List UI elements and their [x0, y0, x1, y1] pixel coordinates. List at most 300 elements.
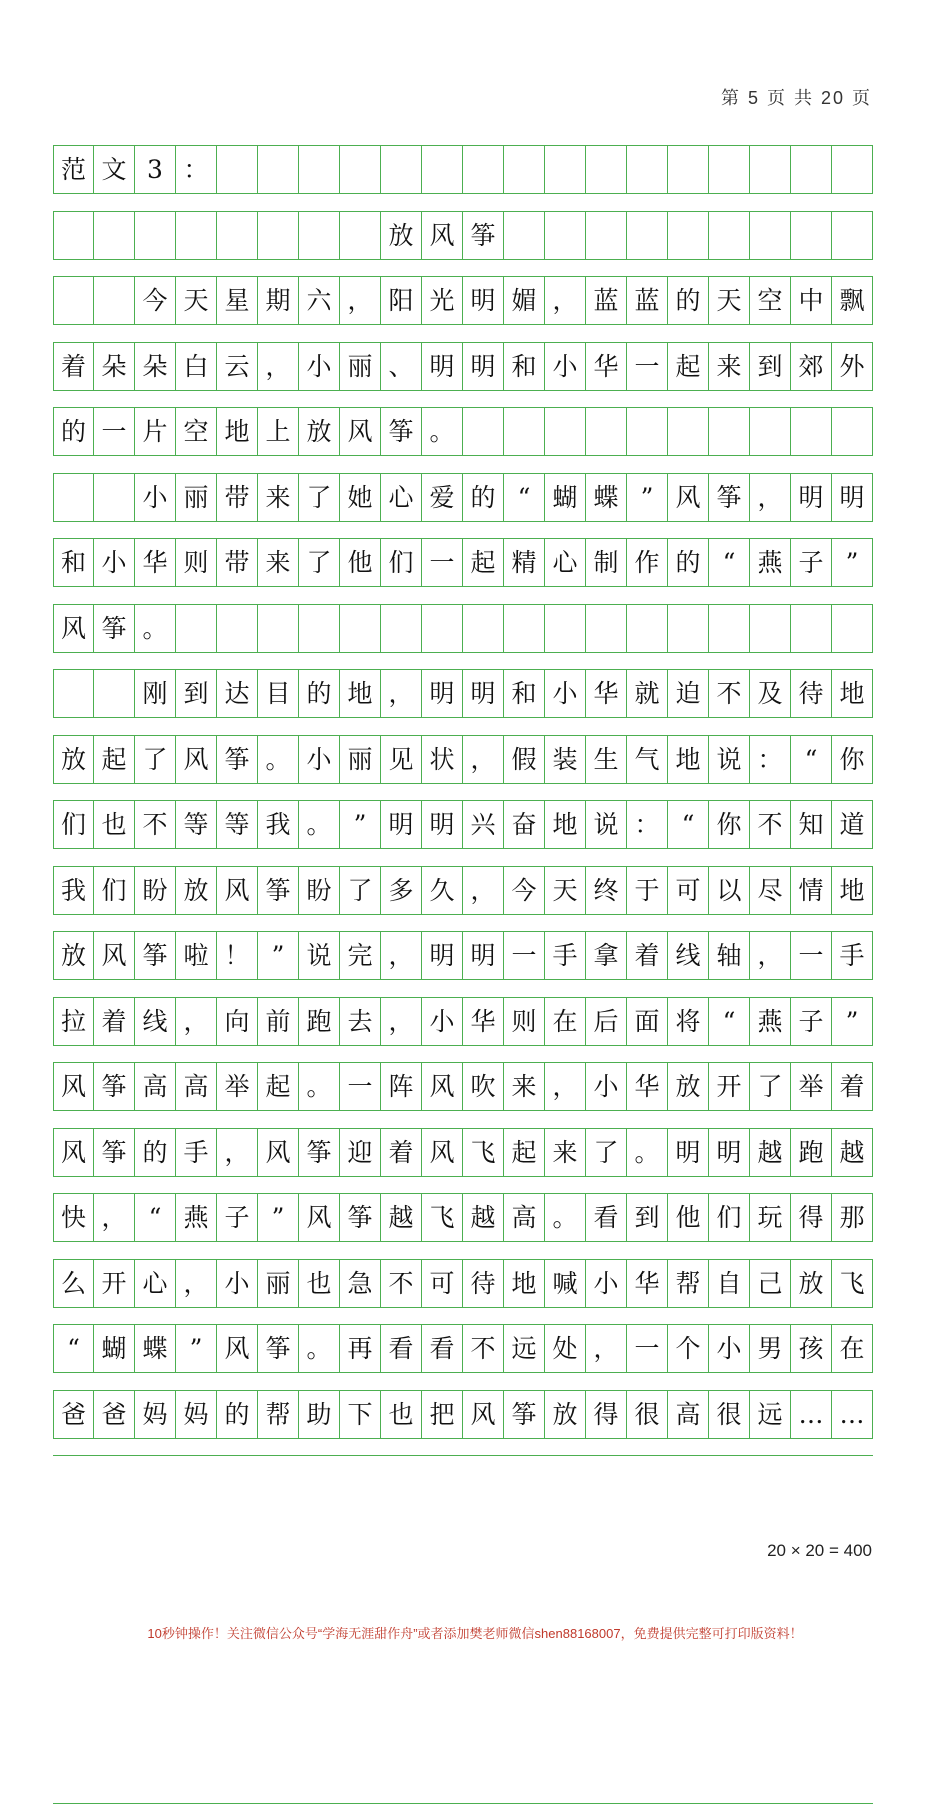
grid-cell: 男 — [750, 1325, 791, 1372]
grid-cell: 明 — [463, 932, 504, 979]
grid-cell: 到 — [176, 670, 217, 717]
grid-cell: 制 — [586, 539, 627, 586]
grid-cell: 手 — [832, 932, 873, 979]
grid-cell: 装 — [545, 736, 586, 783]
grid-cell: 风 — [53, 605, 94, 652]
grid-cell: 放 — [668, 1063, 709, 1110]
grid-cell — [176, 605, 217, 652]
grid-cell: 将 — [668, 998, 709, 1045]
row-gap — [53, 783, 873, 802]
grid-cell: 也 — [94, 801, 135, 848]
grid-cell: 的 — [668, 539, 709, 586]
row-gap — [53, 1176, 873, 1195]
grid-row — [53, 800, 873, 866]
grid-cell — [53, 212, 94, 259]
grid-cell: 待 — [791, 670, 832, 717]
grid-cell — [53, 277, 94, 324]
grid-cell: 地 — [832, 670, 873, 717]
grid-cell: 一 — [791, 932, 832, 979]
grid-cell: 自 — [709, 1260, 750, 1307]
grid-cell — [545, 605, 586, 652]
grid-cell: 今 — [504, 867, 545, 914]
grid-cell: 起 — [463, 539, 504, 586]
grid-cell: 开 — [709, 1063, 750, 1110]
grid-cell: 久 — [422, 867, 463, 914]
grid-cell: 地 — [217, 408, 258, 455]
grid-cell: 知 — [791, 801, 832, 848]
grid-cell — [217, 146, 258, 193]
grid-cell — [504, 212, 545, 259]
grid-cell: 燕 — [176, 1194, 217, 1241]
grid-cell: 光 — [422, 277, 463, 324]
grid-cell: 心 — [135, 1260, 176, 1307]
grid-row — [53, 145, 873, 211]
grid-cell: 则 — [504, 998, 545, 1045]
grid-cell: 下 — [340, 1391, 381, 1438]
grid-row — [53, 276, 873, 342]
grid-cell: 那 — [832, 1194, 873, 1241]
grid-row — [53, 473, 873, 539]
grid-cell: 了 — [299, 539, 340, 586]
grid-cell: ， — [176, 998, 217, 1045]
grid-cell: 天 — [176, 277, 217, 324]
grid-cell: 明 — [381, 801, 422, 848]
row-gap — [53, 914, 873, 933]
grid-cell — [750, 212, 791, 259]
grid-cell: 明 — [463, 343, 504, 390]
grid-cell: 也 — [299, 1260, 340, 1307]
grid-cell: 朵 — [135, 343, 176, 390]
grid-cell: 明 — [791, 474, 832, 521]
grid-cell: “ — [709, 998, 750, 1045]
grid-cell: 一 — [94, 408, 135, 455]
grid-cell: 放 — [53, 736, 94, 783]
grid-cell: ， — [586, 1325, 627, 1372]
grid-cell: 看 — [586, 1194, 627, 1241]
grid-cell: 个 — [668, 1325, 709, 1372]
grid-cell: 子 — [791, 539, 832, 586]
grid-cell — [750, 408, 791, 455]
row-gap — [53, 455, 873, 474]
grid-row — [53, 538, 873, 604]
grid-cell — [340, 605, 381, 652]
grid-cell: 小 — [586, 1063, 627, 1110]
grid-cell: 着 — [94, 998, 135, 1045]
grid-cell: 筝 — [299, 1129, 340, 1176]
grid-cell — [217, 605, 258, 652]
grid-cell — [299, 146, 340, 193]
grid-cell: … — [832, 1391, 873, 1438]
grid-cell: 远 — [750, 1391, 791, 1438]
grid-row — [53, 211, 873, 277]
grid-row — [53, 669, 873, 735]
grid-cell: ” — [832, 539, 873, 586]
grid-cell: 明 — [668, 1129, 709, 1176]
grid-cell — [217, 212, 258, 259]
grid-cell: 来 — [545, 1129, 586, 1176]
grid-cell: 明 — [832, 474, 873, 521]
grid-cell: 面 — [627, 998, 668, 1045]
grid-cell: 明 — [709, 1129, 750, 1176]
grid-cell: 蓝 — [586, 277, 627, 324]
grid-cell: 得 — [791, 1194, 832, 1241]
grid-cell: ， — [258, 343, 299, 390]
composition-grid — [53, 145, 873, 1804]
row-gap — [53, 1307, 873, 1326]
grid-cell: 说 — [299, 932, 340, 979]
grid-cell: 六 — [299, 277, 340, 324]
grid-cell: 筝 — [135, 932, 176, 979]
grid-cell: 飞 — [832, 1260, 873, 1307]
grid-cell: 阵 — [381, 1063, 422, 1110]
grid-cell — [709, 605, 750, 652]
grid-cell: 拿 — [586, 932, 627, 979]
grid-cell: 带 — [217, 474, 258, 521]
grid-cell: 了 — [586, 1129, 627, 1176]
grid-cell: 华 — [586, 670, 627, 717]
grid-cell: 们 — [53, 801, 94, 848]
grid-cell: 前 — [258, 998, 299, 1045]
grid-cell: 再 — [340, 1325, 381, 1372]
grid-cell: “ — [504, 474, 545, 521]
grid-cell: 刚 — [135, 670, 176, 717]
grid-cell: 小 — [217, 1260, 258, 1307]
grid-cell — [258, 212, 299, 259]
title-char: 筝 — [463, 212, 504, 259]
grid-cell — [832, 146, 873, 193]
grid-cell: 气 — [627, 736, 668, 783]
grid-cell: 着 — [832, 1063, 873, 1110]
grid-cell: 风 — [422, 1129, 463, 1176]
grid-row — [53, 866, 873, 932]
grid-cell: 筝 — [258, 867, 299, 914]
grid-cell — [750, 605, 791, 652]
grid-cell: 迎 — [340, 1129, 381, 1176]
grid-cell: ” — [176, 1325, 217, 1372]
grid-cell: ， — [381, 932, 422, 979]
grid-cell: 朵 — [94, 343, 135, 390]
grid-cell: 妈 — [135, 1391, 176, 1438]
grid-cell: 越 — [381, 1194, 422, 1241]
grid-cell: 可 — [422, 1260, 463, 1307]
grid-cell: 轴 — [709, 932, 750, 979]
grid-cell: 说 — [709, 736, 750, 783]
grid-cell: ！ — [217, 932, 258, 979]
grid-cell: 子 — [791, 998, 832, 1045]
grid-cell: 多 — [381, 867, 422, 914]
grid-cell: 明 — [463, 277, 504, 324]
grid-cell: 天 — [545, 867, 586, 914]
grid-cell: 和 — [504, 343, 545, 390]
grid-cell: ” — [340, 801, 381, 848]
grid-cell: 华 — [135, 539, 176, 586]
grid-cell: 假 — [504, 736, 545, 783]
grid-cell: 小 — [422, 998, 463, 1045]
grid-cell: 。 — [627, 1129, 668, 1176]
grid-cell: 蝶 — [135, 1325, 176, 1372]
grid-row — [53, 997, 873, 1063]
grid-cell: 们 — [709, 1194, 750, 1241]
grid-row — [53, 1062, 873, 1128]
row-gap — [53, 848, 873, 867]
grid-cell — [668, 212, 709, 259]
grid-cell: ， — [463, 867, 504, 914]
grid-cell — [463, 408, 504, 455]
grid-cell: 一 — [627, 1325, 668, 1372]
grid-cell — [791, 408, 832, 455]
grid-cell: 小 — [709, 1325, 750, 1372]
grid-cell: “ — [53, 1325, 94, 1372]
grid-cell: 处 — [545, 1325, 586, 1372]
grid-cell: 风 — [217, 1325, 258, 1372]
grid-cell: ， — [217, 1129, 258, 1176]
grid-cell: 很 — [709, 1391, 750, 1438]
grid-cell: ， — [381, 998, 422, 1045]
grid-cell: 小 — [299, 343, 340, 390]
grid-cell: 拉 — [53, 998, 94, 1045]
grid-cell: 起 — [504, 1129, 545, 1176]
grid-cell: 看 — [381, 1325, 422, 1372]
grid-cell: 地 — [668, 736, 709, 783]
grid-cell: 着 — [53, 343, 94, 390]
grid-count: 20 × 20 = 400 — [767, 1541, 872, 1560]
grid-cell: 和 — [53, 539, 94, 586]
grid-cell: 风 — [258, 1129, 299, 1176]
grid-cell: 开 — [94, 1260, 135, 1307]
grid-row — [53, 735, 873, 801]
grid-cell: 不 — [381, 1260, 422, 1307]
grid-cell: 去 — [340, 998, 381, 1045]
grid-row — [53, 1324, 873, 1390]
grid-row — [53, 407, 873, 473]
grid-cell — [791, 212, 832, 259]
grid-cell: 孩 — [791, 1325, 832, 1372]
grid-cell: 。 — [135, 605, 176, 652]
grid-cell: 了 — [135, 736, 176, 783]
grid-cell — [422, 146, 463, 193]
grid-cell: “ — [791, 736, 832, 783]
grid-cell: 完 — [340, 932, 381, 979]
grid-cell — [94, 474, 135, 521]
grid-cell: 空 — [176, 408, 217, 455]
row-gap — [53, 259, 873, 278]
grid-cell — [668, 408, 709, 455]
grid-cell: 状 — [422, 736, 463, 783]
grid-cell: 你 — [832, 736, 873, 783]
grid-cell: 放 — [545, 1391, 586, 1438]
grid-cell: 一 — [422, 539, 463, 586]
row-gap — [53, 1241, 873, 1260]
grid-cell: 起 — [668, 343, 709, 390]
row-gap — [53, 586, 873, 605]
grid-cell: ， — [463, 736, 504, 783]
grid-cell: 跑 — [299, 998, 340, 1045]
grid-cell: 星 — [217, 277, 258, 324]
grid-cell: 蝴 — [545, 474, 586, 521]
grid-cell: 道 — [832, 801, 873, 848]
footer-promo: 10秒钟操作！关注微信公众号“学海无涯甜作舟”或者添加樊老师微信shen88168007，免费提供完整可打印版资料！ — [147, 1626, 803, 1641]
grid-cell — [545, 408, 586, 455]
grid-cell: 筝 — [504, 1391, 545, 1438]
grid-cell: 片 — [135, 408, 176, 455]
grid-row — [53, 931, 873, 997]
grid-cell: 很 — [627, 1391, 668, 1438]
grid-cell: 蝶 — [586, 474, 627, 521]
grid-cell: 一 — [504, 932, 545, 979]
grid-cell: ， — [381, 670, 422, 717]
grid-cell: 风 — [53, 1129, 94, 1176]
grid-cell: 在 — [545, 998, 586, 1045]
grid-cell: 他 — [668, 1194, 709, 1241]
grid-cell: 就 — [627, 670, 668, 717]
grid-cell — [381, 146, 422, 193]
row-gap — [53, 324, 873, 343]
grid-cell — [791, 605, 832, 652]
grid-cell: 中 — [791, 277, 832, 324]
grid-cell: ： — [176, 146, 217, 193]
grid-cell: 。 — [299, 1325, 340, 1372]
grid-cell: 地 — [832, 867, 873, 914]
grid-cell — [504, 146, 545, 193]
grid-cell — [709, 146, 750, 193]
grid-cell — [504, 605, 545, 652]
grid-cell: 的 — [299, 670, 340, 717]
title-char: 放 — [381, 212, 422, 259]
grid-cell: 你 — [709, 801, 750, 848]
grid-cell: 不 — [709, 670, 750, 717]
grid-cell: 丽 — [176, 474, 217, 521]
grid-cell: 精 — [504, 539, 545, 586]
grid-cell: 华 — [627, 1260, 668, 1307]
grid-cell: 阳 — [381, 277, 422, 324]
grid-cell: 不 — [750, 801, 791, 848]
grid-cell: 风 — [94, 932, 135, 979]
grid-cell: 丽 — [258, 1260, 299, 1307]
grid-cell: 风 — [176, 736, 217, 783]
grid-cell: 媚 — [504, 277, 545, 324]
grid-cell: 明 — [422, 670, 463, 717]
grid-cell — [791, 146, 832, 193]
grid-cell: 风 — [668, 474, 709, 521]
grid-cell: 子 — [217, 1194, 258, 1241]
grid-cell: 喊 — [545, 1260, 586, 1307]
grid-cell: 生 — [586, 736, 627, 783]
grid-cell — [832, 408, 873, 455]
grid-cell: 作 — [627, 539, 668, 586]
grid-cell: 明 — [422, 343, 463, 390]
grid-cell: 她 — [340, 474, 381, 521]
grid-cell: ， — [750, 474, 791, 521]
grid-cell — [627, 605, 668, 652]
grid-cell — [709, 212, 750, 259]
grid-cell: 盼 — [299, 867, 340, 914]
grid-cell: 线 — [135, 998, 176, 1045]
grid-cell: 郊 — [791, 343, 832, 390]
grid-cell: 待 — [463, 1260, 504, 1307]
grid-cell: 来 — [258, 539, 299, 586]
grid-cell — [53, 670, 94, 717]
grid-cell: 筝 — [381, 408, 422, 455]
grid-cell: 风 — [340, 408, 381, 455]
grid-cell — [53, 474, 94, 521]
grid-cell: 线 — [668, 932, 709, 979]
grid-cell: 后 — [586, 998, 627, 1045]
grid-row — [53, 1193, 873, 1259]
grid-cell: 说 — [586, 801, 627, 848]
grid-cell: 得 — [586, 1391, 627, 1438]
grid-cell: ： — [627, 801, 668, 848]
grid-cell: 放 — [791, 1260, 832, 1307]
grid-cell: 明 — [422, 801, 463, 848]
grid-cell: “ — [135, 1194, 176, 1241]
grid-cell: 心 — [545, 539, 586, 586]
grid-cell: 筝 — [94, 1063, 135, 1110]
grid-cell: 等 — [217, 801, 258, 848]
grid-cell: 小 — [94, 539, 135, 586]
grid-cell: 见 — [381, 736, 422, 783]
grid-cell: 3 — [135, 146, 176, 193]
grid-cell: 天 — [709, 277, 750, 324]
grid-cell — [135, 212, 176, 259]
grid-cell: 。 — [422, 408, 463, 455]
grid-cell — [504, 408, 545, 455]
grid-cell: 起 — [258, 1063, 299, 1110]
grid-cell: 于 — [627, 867, 668, 914]
grid-cell: 越 — [750, 1129, 791, 1176]
grid-cell: 爸 — [53, 1391, 94, 1438]
grid-cell: 蝴 — [94, 1325, 135, 1372]
grid-cell — [586, 146, 627, 193]
grid-cell: 小 — [545, 343, 586, 390]
grid-cell: 心 — [381, 474, 422, 521]
grid-cell: 丽 — [340, 736, 381, 783]
grid-cell: 风 — [217, 867, 258, 914]
grid-cell: 举 — [791, 1063, 832, 1110]
grid-row — [53, 342, 873, 408]
grid-cell: 风 — [299, 1194, 340, 1241]
row-gap — [53, 1438, 873, 1457]
grid-cell — [258, 605, 299, 652]
grid-cell — [299, 212, 340, 259]
grid-cell: 到 — [750, 343, 791, 390]
grid-cell: 和 — [504, 670, 545, 717]
grid-cell — [94, 277, 135, 324]
grid-cell: 兴 — [463, 801, 504, 848]
grid-cell: 了 — [750, 1063, 791, 1110]
row-gap — [53, 717, 873, 736]
grid-cell: 飞 — [463, 1129, 504, 1176]
grid-cell — [381, 605, 422, 652]
grid-cell — [340, 146, 381, 193]
grid-cell: 他 — [340, 539, 381, 586]
grid-cell: 风 — [53, 1063, 94, 1110]
grid-cell — [750, 146, 791, 193]
grid-cell: 啦 — [176, 932, 217, 979]
grid-cell: 高 — [668, 1391, 709, 1438]
grid-cell: 云 — [217, 343, 258, 390]
grid-cell: 燕 — [750, 998, 791, 1045]
row-gap — [53, 390, 873, 409]
row-gap — [53, 1372, 873, 1391]
grid-cell: 盼 — [135, 867, 176, 914]
grid-cell — [340, 212, 381, 259]
grid-cell: ， — [545, 1063, 586, 1110]
grid-cell: 高 — [176, 1063, 217, 1110]
grid-cell: 筝 — [709, 474, 750, 521]
grid-cell — [545, 146, 586, 193]
grid-cell: 们 — [94, 867, 135, 914]
grid-cell: 小 — [545, 670, 586, 717]
